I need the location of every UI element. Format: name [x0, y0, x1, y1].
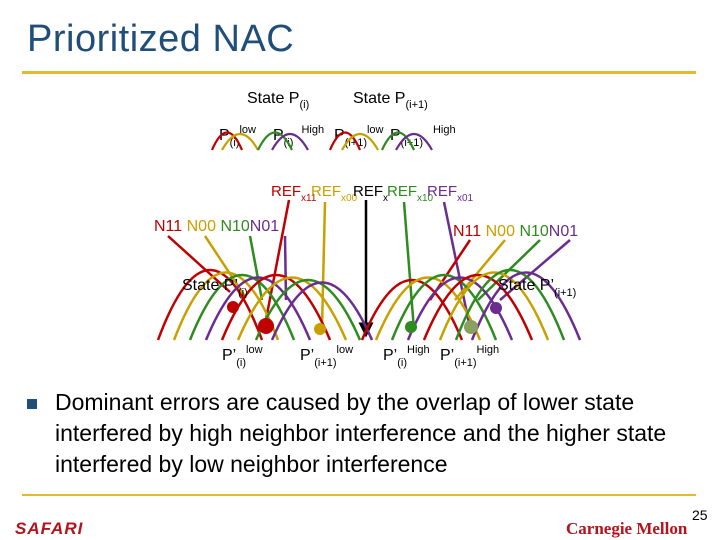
top-label-pi1-low: $P_{(i+1)}^{low}$: [334, 124, 384, 149]
slide-title: Prioritized NAC: [27, 18, 295, 60]
ref-x00-line: [322, 202, 325, 328]
state-pi-prime-label: State $P’_{(i)}$: [182, 277, 248, 299]
dot-purple: [490, 302, 502, 314]
bottom-label-pi-low: $P’_{(i)}^{low}$: [222, 344, 263, 369]
ref-lines: [264, 200, 470, 335]
ref-x-label: $REF_x$: [353, 183, 388, 204]
carnegie-mellon-logo: Carnegie Mellon: [566, 519, 688, 538]
bottom-label-pi1-low: $P’_{(i+1)}^{low}$: [300, 344, 354, 369]
state-pi1-prime-label: State $P’_{(i+1)}$: [498, 277, 577, 299]
state-pi-label: State $P_{(i)}$: [247, 90, 310, 111]
top-label-pi-low: $P_{(i)}^{low}$: [219, 124, 256, 149]
bullet-marker: [27, 399, 37, 409]
dot-red-large: [258, 318, 274, 334]
ref-x10-label: $REF_{x10}$: [387, 183, 434, 204]
safari-logo: SAFARI: [15, 519, 84, 538]
ref-x11-label: $REF_{x11}$: [271, 183, 317, 204]
bottom-label-pi1-high: $P’_{(i+1)}^{High}$: [440, 344, 500, 369]
dot-green: [405, 321, 417, 333]
footer-rule: [22, 494, 696, 496]
bullet-text: Dominant errors are caused by the overlap of lower state interfered by high neighbor interference and the higher state interfered by low neighbor interference: [55, 389, 667, 477]
top-label-pi1-high: $P_{(i+1)}^{High}$: [390, 124, 456, 149]
bottom-label-pi-high: $P’_{(i)}^{High}$: [383, 344, 430, 369]
top-label-pi-high: $P_{(i)}^{High}$: [273, 124, 325, 149]
right-pattern-labels: N11 N00 N10N01: [453, 223, 579, 240]
dot-olive: [464, 320, 478, 334]
dot-red-small: [227, 301, 239, 313]
left-pattern-labels: N11 N00 N10N01: [154, 218, 280, 235]
ref-x00-label: $REF_{x00}$: [311, 183, 358, 204]
ref-x01-label: $REF_{x01}$: [427, 183, 474, 204]
page-number: 25: [692, 507, 708, 523]
dot-yellow: [314, 323, 326, 335]
state-pi1-label: State $P_{(i+1)}$: [353, 90, 428, 111]
